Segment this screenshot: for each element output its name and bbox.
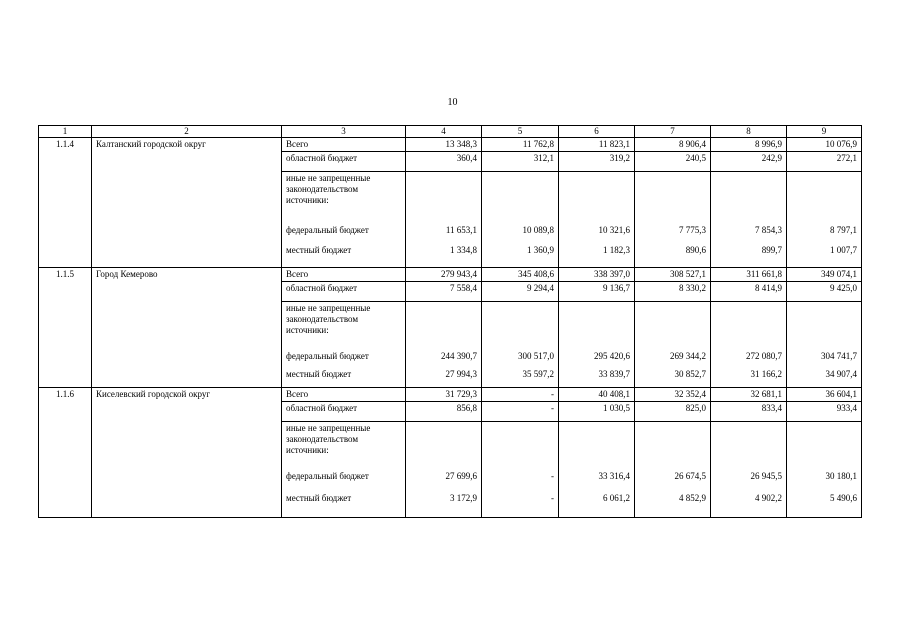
value-cell: 10 076,9 xyxy=(787,138,862,152)
value-cell: 319,2 xyxy=(559,152,635,172)
empty-cell xyxy=(635,302,711,350)
value-cell: 8 906,4 xyxy=(635,138,711,152)
value-cell: 345 408,6 xyxy=(482,268,559,282)
value-cell: - xyxy=(482,402,559,422)
empty-cell xyxy=(787,172,862,224)
budget-table xyxy=(38,125,862,518)
empty-cell xyxy=(482,172,559,224)
empty-cell xyxy=(406,422,482,470)
funding-source-label: Всего xyxy=(282,138,406,152)
value-cell: 1 334,8 xyxy=(406,244,482,268)
value-cell: 1 007,7 xyxy=(787,244,862,268)
funding-source-label: местный бюджет xyxy=(282,492,406,518)
column-header: 7 xyxy=(635,126,711,138)
value-cell: 36 604,1 xyxy=(787,388,862,402)
funding-source-label: местный бюджет xyxy=(282,368,406,388)
column-header: 5 xyxy=(482,126,559,138)
column-header: 6 xyxy=(559,126,635,138)
value-cell: 27 994,3 xyxy=(406,368,482,388)
page-number: 10 xyxy=(447,97,458,108)
value-cell: 35 597,2 xyxy=(482,368,559,388)
column-header: 4 xyxy=(406,126,482,138)
value-cell: 349 074,1 xyxy=(787,268,862,282)
funding-source-label: Всего xyxy=(282,388,406,402)
value-cell: 32 681,1 xyxy=(711,388,787,402)
table-row xyxy=(39,138,862,152)
municipality-name: Город Кемерово xyxy=(92,268,282,388)
value-cell: 899,7 xyxy=(711,244,787,268)
value-cell: 31 166,2 xyxy=(711,368,787,388)
column-header: 8 xyxy=(711,126,787,138)
empty-cell xyxy=(635,422,711,470)
empty-cell xyxy=(482,422,559,470)
value-cell: 7 558,4 xyxy=(406,282,482,302)
value-cell: 242,9 xyxy=(711,152,787,172)
funding-source-label: федеральный бюджет xyxy=(282,224,406,244)
funding-source-label: иные не запрещенные законодательством источники: xyxy=(282,172,406,224)
value-cell: 11 653,1 xyxy=(406,224,482,244)
value-cell: 240,5 xyxy=(635,152,711,172)
value-cell: 3 172,9 xyxy=(406,492,482,518)
value-cell: 8 414,9 xyxy=(711,282,787,302)
funding-source-label: областной бюджет xyxy=(282,282,406,302)
table-row xyxy=(39,388,862,402)
value-cell: 856,8 xyxy=(406,402,482,422)
value-cell: 11 762,8 xyxy=(482,138,559,152)
value-cell: 6 061,2 xyxy=(559,492,635,518)
column-header: 1 xyxy=(39,126,92,138)
value-cell: 1 360,9 xyxy=(482,244,559,268)
value-cell: 8 330,2 xyxy=(635,282,711,302)
value-cell: 34 907,4 xyxy=(787,368,862,388)
table-header-row xyxy=(39,126,862,138)
column-header: 2 xyxy=(92,126,282,138)
value-cell: 10 089,8 xyxy=(482,224,559,244)
empty-cell xyxy=(711,172,787,224)
value-cell: 295 420,6 xyxy=(559,350,635,368)
row-code: 1.1.5 xyxy=(39,268,92,388)
value-cell: 308 527,1 xyxy=(635,268,711,282)
empty-cell xyxy=(711,302,787,350)
funding-source-label: иные не запрещенные законодательством источники: xyxy=(282,302,406,350)
value-cell: 9 425,0 xyxy=(787,282,862,302)
empty-cell xyxy=(482,302,559,350)
funding-source-label: местный бюджет xyxy=(282,244,406,268)
row-code: 1.1.6 xyxy=(39,388,92,518)
value-cell: 269 344,2 xyxy=(635,350,711,368)
value-cell: 7 854,3 xyxy=(711,224,787,244)
value-cell: 8 797,1 xyxy=(787,224,862,244)
empty-cell xyxy=(559,422,635,470)
value-cell: 30 852,7 xyxy=(635,368,711,388)
value-cell: 11 823,1 xyxy=(559,138,635,152)
empty-cell xyxy=(787,302,862,350)
value-cell: 300 517,0 xyxy=(482,350,559,368)
value-cell: 279 943,4 xyxy=(406,268,482,282)
table-row xyxy=(39,268,862,282)
value-cell: 5 490,6 xyxy=(787,492,862,518)
empty-cell xyxy=(406,302,482,350)
value-cell: 26 674,5 xyxy=(635,470,711,492)
value-cell: - xyxy=(482,492,559,518)
value-cell: 9 294,4 xyxy=(482,282,559,302)
value-cell: 272 080,7 xyxy=(711,350,787,368)
value-cell: 825,0 xyxy=(635,402,711,422)
column-header: 3 xyxy=(282,126,406,138)
empty-cell xyxy=(559,302,635,350)
value-cell: - xyxy=(482,388,559,402)
value-cell: 244 390,7 xyxy=(406,350,482,368)
empty-cell xyxy=(635,172,711,224)
value-cell: 1 182,3 xyxy=(559,244,635,268)
column-header: 9 xyxy=(787,126,862,138)
funding-source-label: федеральный бюджет xyxy=(282,350,406,368)
value-cell: 13 348,3 xyxy=(406,138,482,152)
value-cell: 31 729,3 xyxy=(406,388,482,402)
value-cell: 7 775,3 xyxy=(635,224,711,244)
value-cell: 311 661,8 xyxy=(711,268,787,282)
value-cell: 890,6 xyxy=(635,244,711,268)
value-cell: 9 136,7 xyxy=(559,282,635,302)
value-cell: 338 397,0 xyxy=(559,268,635,282)
empty-cell xyxy=(787,422,862,470)
value-cell: 10 321,6 xyxy=(559,224,635,244)
empty-cell xyxy=(559,172,635,224)
empty-cell xyxy=(711,422,787,470)
municipality-name: Калтанский городской округ xyxy=(92,138,282,268)
funding-source-label: иные не запрещенные законодательством источники: xyxy=(282,422,406,470)
empty-cell xyxy=(406,172,482,224)
value-cell: 33 316,4 xyxy=(559,470,635,492)
value-cell: 40 408,1 xyxy=(559,388,635,402)
funding-source-label: Всего xyxy=(282,268,406,282)
value-cell: 4 902,2 xyxy=(711,492,787,518)
funding-source-label: федеральный бюджет xyxy=(282,470,406,492)
value-cell: 1 030,5 xyxy=(559,402,635,422)
value-cell: 33 839,7 xyxy=(559,368,635,388)
value-cell: 933,4 xyxy=(787,402,862,422)
value-cell: 32 352,4 xyxy=(635,388,711,402)
value-cell: 8 996,9 xyxy=(711,138,787,152)
municipality-name: Киселевский городской округ xyxy=(92,388,282,518)
value-cell: - xyxy=(482,470,559,492)
funding-source-label: областной бюджет xyxy=(282,152,406,172)
value-cell: 4 852,9 xyxy=(635,492,711,518)
value-cell: 833,4 xyxy=(711,402,787,422)
value-cell: 312,1 xyxy=(482,152,559,172)
value-cell: 304 741,7 xyxy=(787,350,862,368)
row-code: 1.1.4 xyxy=(39,138,92,268)
funding-source-label: областной бюджет xyxy=(282,402,406,422)
value-cell: 360,4 xyxy=(406,152,482,172)
value-cell: 27 699,6 xyxy=(406,470,482,492)
value-cell: 30 180,1 xyxy=(787,470,862,492)
value-cell: 26 945,5 xyxy=(711,470,787,492)
value-cell: 272,1 xyxy=(787,152,862,172)
